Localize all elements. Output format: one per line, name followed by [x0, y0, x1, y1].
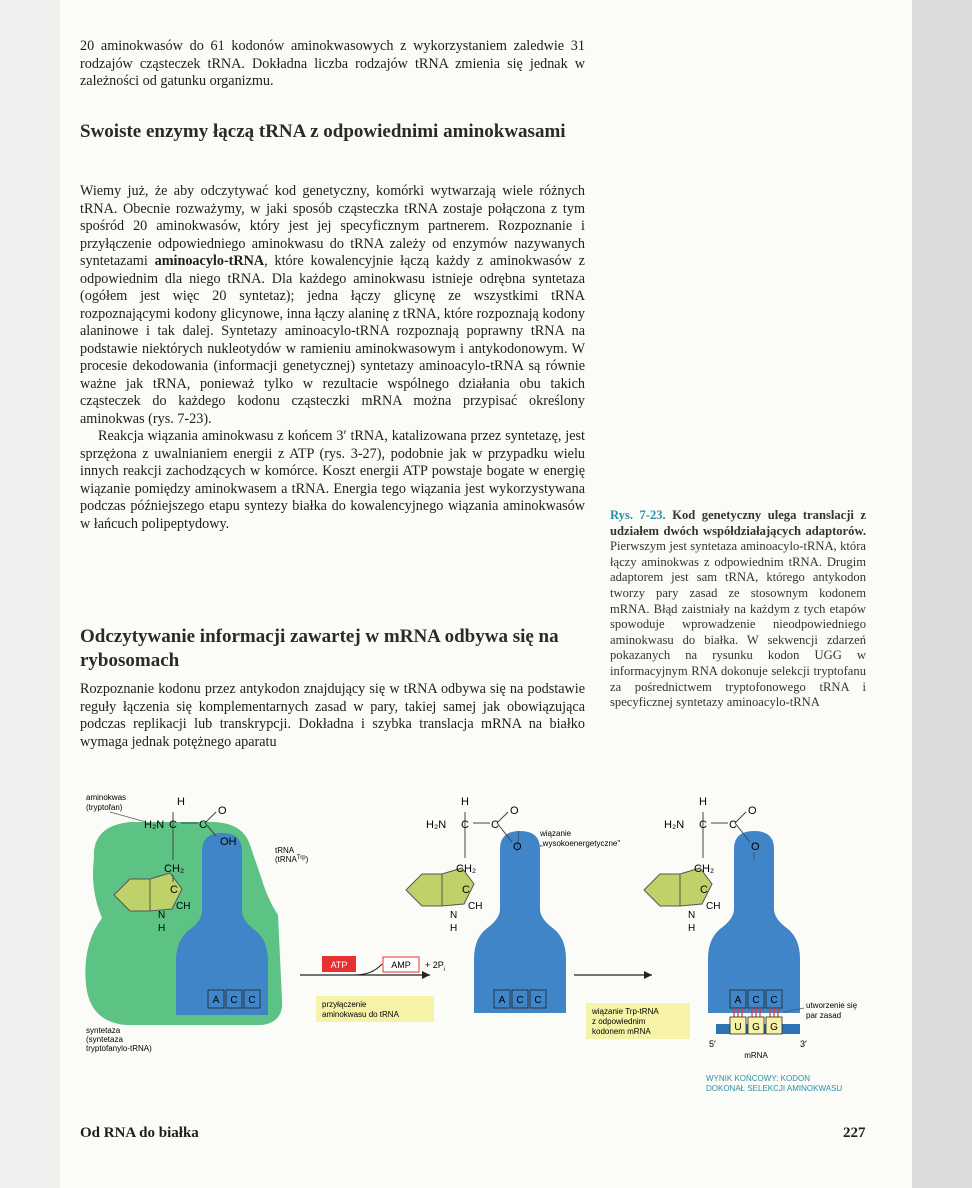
section-heading-enzymes: Swoiste enzymy łączą tRNA z odpowiednimi aminokwasami	[80, 121, 566, 142]
caption-body: Pierwszym jest syntetaza aminoacylo-tRNA, która łączy aminokwas z odpowiednim tRNA. Drugim adaptorem jest sam tRNA, którego antykodon tworzy pary zasad ze stosownym kodonem mRNA. Błąd zaistniały na każdym z tych etapów spowoduje wprowadzenie nieodpowiedniego aminokwasu do białka. W sekwencji zdarzeń pokazanych na rysunku kodon UGG w informacyjnym RNA dokonuje selekcji tryptofanu za pośrednictwem tryptofonowego tRNA i specyficznej syntetazy aminoacylo-tRNA	[610, 539, 866, 710]
running-footer-chapter: Od RNA do białka	[80, 1125, 199, 1141]
page-number: 227	[843, 1125, 866, 1141]
svg-text:H₂N: H₂N	[426, 819, 447, 831]
svg-text:CH₂: CH₂	[694, 863, 715, 875]
section1-paragraph-2: Reakcja wiązania aminokwasu z końcem 3′ tRNA, katalizowana przez syntetazę, jest sprzężona z uwalnianiem energii z ATP (rys. 3-27), podobnie jak w przypadku wielu innych reakcji zachodzących w komórce. Koszt energii ATP powstaje bogate w energię wiązanie pomiędzy aminokwasem a tRNA. Energia tego wiązania jest wykorzystywana podczas późniejszego etapu syntezy białka do kowalencyjnego wiązania aminokwasów w łańcuch polipeptydowy.	[80, 428, 585, 532]
label-5-prime: 5′	[709, 1039, 716, 1049]
label-high-energy-bond: „wysokoenergetyczne"	[540, 839, 621, 848]
step2-label: kodonem mRNA	[592, 1027, 651, 1036]
svg-text:CH: CH	[706, 901, 721, 912]
svg-text:H: H	[699, 796, 707, 808]
atom-label: CH₂	[164, 863, 185, 875]
svg-text:C: C	[461, 819, 469, 831]
atp-label: ATP	[330, 960, 348, 970]
svg-text:CH₂: CH₂	[456, 863, 477, 875]
label-trna-trp: (tRNA$^{Trp}$)	[275, 855, 309, 864]
svg-text:H₂N: H₂N	[664, 819, 685, 831]
svg-text:N: N	[450, 910, 458, 921]
svg-text:C: C	[729, 819, 737, 831]
svg-text:O: O	[751, 841, 760, 853]
step-aminoacid-attachment	[300, 956, 445, 1022]
label-aminoacid: aminokwas	[86, 793, 127, 802]
codon-base: G	[752, 1022, 760, 1033]
codon-boxes	[730, 1017, 782, 1034]
result-label: WYNIK KOŃCOWY: KODON	[706, 1074, 811, 1083]
atom-label: H₂N	[144, 819, 165, 831]
svg-text:C: C	[491, 819, 499, 831]
svg-text:C: C	[752, 995, 760, 1006]
svg-text:C: C	[699, 819, 707, 831]
svg-text:N: N	[688, 910, 696, 921]
section1-paragraph-1: Wiemy już, że aby odczytywać kod genetyczny, komórki wytwarzają wiele różnych tRNA. Obecnie rozważymy, w jaki sposób cząsteczka tRNA zostaje połączona z tym spośród 20 aminokwasów, który jest jej specyficznym partnerem. Rozpoznanie i przyłączenie odpowiedniego aminokwasu do tRNA zależy od enzymów nazywanych syntetazami aminoacylo-tRNA, które kowalencyjnie łączą każdy z aminokwasów z odpowiednim dla niego tRNA. Dla każdego aminokwasu istnieje odrębna syntetaza (ogółem jest więc 20 syntetaz); jedna łączy glicynę ze wszystkimi tRNA rozpoznającymi kodony glicynowe, inna łączy alaninę z tRNA, które rozpoznają kodony alaninowe i tak dalej. Syntetazy aminoacylo-tRNA rozpoznają poprawny tRNA na podstawie niektórych nukleotydów w ramieniu aminokwasowym i antykodonowym. W procesie dekodowania (informacji genetycznej) syntetazy aminoacylo-tRNA są równie ważne jak tRNA, ponieważ tylko w rezultacie wspólnego działania obu takich cząsteczek do każdego kodonu cząsteczki mRNA można przypisać określony aminokwas (rys. 7-23).	[80, 183, 585, 427]
svg-text:O: O	[513, 841, 522, 853]
label-base-pairing: utworzenie się	[806, 1001, 858, 1010]
svg-text:C: C	[534, 995, 542, 1006]
svg-text:CH: CH	[468, 901, 483, 912]
amp-label: AMP	[391, 960, 411, 970]
svg-text:A: A	[734, 995, 742, 1006]
phosphate-label: + $2P_i$	[425, 960, 446, 973]
step-codon-binding	[574, 971, 690, 1039]
svg-text:C: C	[516, 995, 524, 1006]
panel-1-synthetase-complex	[85, 793, 308, 1053]
svg-text:H: H	[450, 923, 458, 934]
atom-label: C	[199, 819, 207, 831]
svg-text:C: C	[700, 884, 708, 896]
anticodon-boxes-2	[494, 990, 546, 1008]
step2-label: wiązanie Trp-tRNA	[592, 1007, 659, 1016]
section-heading-ribosomes: Odczytywanie informacji zawartej w mRNA odbywa się na rybosomach	[80, 626, 559, 671]
label-synthetase-alt: (syntetaza	[86, 1035, 123, 1044]
svg-text:C: C	[770, 995, 778, 1006]
step1-label: aminokwasu do tRNA	[322, 1010, 399, 1019]
atom-label: H	[177, 796, 185, 808]
svg-text:O: O	[748, 805, 757, 817]
svg-text:H: H	[461, 796, 469, 808]
codon-base: U	[734, 1022, 742, 1033]
section2-paragraph-1: Rozpoznanie kodonu przez antykodon znajdujący się w tRNA odbywa się na podstawie reguły łączenia się komplementarnych zasad w pary, takiej samej jak obowiązująca podczas replikacji lub transkrypcji. Dokładna i szybka translacja mRNA na białko wymaga jednak potężnego aparatu	[80, 681, 585, 750]
codon-base: G	[770, 1022, 778, 1033]
caption-title: Kod genetyczny ulega translacji z udziałem dwóch współdziałających adaptorów.	[610, 508, 866, 538]
label-base-pairing: par zasad	[806, 1011, 842, 1020]
svg-text:C: C	[462, 884, 470, 896]
label-synthetase: syntetaza	[86, 1026, 121, 1035]
label-trna: tRNA	[275, 846, 295, 855]
atom-label: C	[170, 884, 178, 896]
label-3-prime: 3′	[800, 1039, 807, 1049]
result-label: DOKONAŁ SELEKCJI AMINOKWASU	[706, 1084, 843, 1093]
atom-label: N	[158, 910, 166, 921]
atom-label: CH	[176, 901, 191, 912]
svg-text:O: O	[510, 805, 519, 817]
svg-text:A: A	[498, 995, 506, 1006]
anticodon-base: A	[212, 995, 220, 1006]
atom-label: O	[218, 805, 227, 817]
anticodon-base: C	[248, 995, 256, 1006]
trna-molecule-2	[474, 831, 566, 1013]
anticodon-boxes-3	[730, 990, 782, 1008]
panel-2-charged-trna	[406, 796, 620, 1013]
atom-label: C	[169, 819, 177, 831]
step1-label: przyłączenie	[322, 1000, 367, 1009]
label-mrna: mRNA	[744, 1051, 768, 1060]
label-aminoacid-name: (tryptofan)	[86, 803, 123, 812]
atom-label: OH	[220, 836, 237, 848]
svg-text:H: H	[688, 923, 696, 934]
panel-3-codon-pairing	[644, 796, 858, 1093]
step2-label: z odpowiednim	[592, 1017, 646, 1026]
label-high-energy-bond: wiązanie	[540, 829, 572, 838]
anticodon-boxes-1	[208, 990, 260, 1008]
atom-label: H	[158, 923, 166, 934]
intro-paragraph: 20 aminokwasów do 61 kodonów aminokwasowych z wykorzystaniem zaledwie 31 rodzajów cząsteczek tRNA. Dokładna liczba rodzajów tRNA zmienia się jednak w zależności od gatunku organizmu.	[80, 38, 585, 89]
caption-number: Rys. 7-23.	[610, 508, 666, 522]
anticodon-base: C	[230, 995, 238, 1006]
label-synthetase-name: tryptofanylo-tRNA)	[86, 1044, 152, 1053]
